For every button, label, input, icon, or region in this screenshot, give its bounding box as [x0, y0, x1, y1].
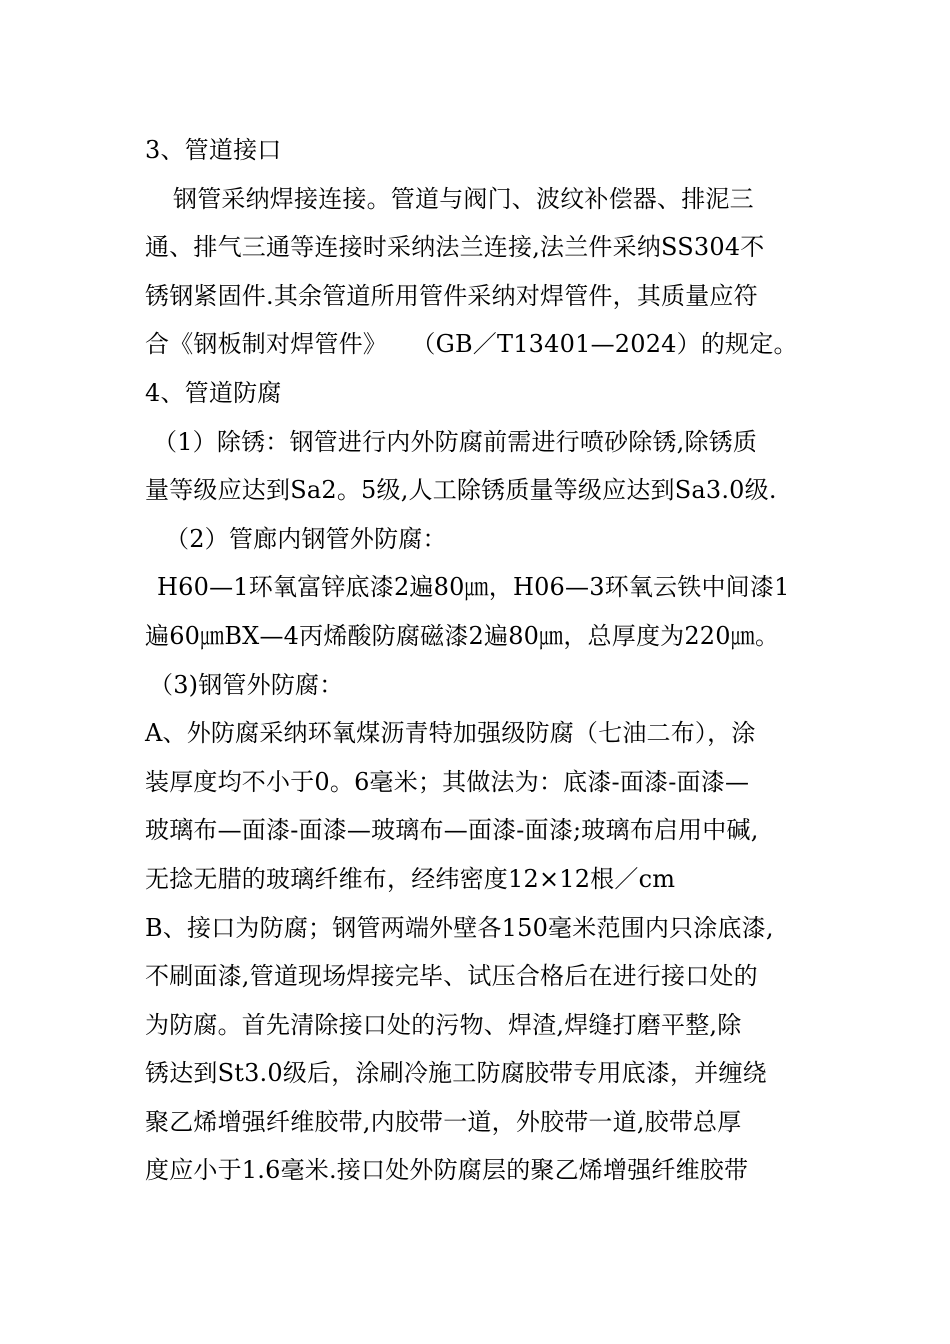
paragraph-line: 为防腐。首先清除接口处的污物、焊渣,焊缝打磨平整,除 — [145, 1010, 742, 1039]
paragraph-line: 锈钢紧固件.其余管道所用管件采纳对焊管件，其质量应符 — [145, 281, 758, 310]
paragraph-line: （1）除锈：钢管进行内外防腐前需进行喷砂除锈,除锈质 — [153, 427, 758, 456]
subheading-gallery-pipe: （2）管廊内钢管外防腐： — [165, 524, 447, 553]
paragraph-line: 锈达到St3.0级后，涂刷冷施工防腐胶带专用底漆，并缠绕 — [145, 1059, 767, 1088]
paragraph-line: 装厚度均不小于0。6毫米；其做法为：底漆-面漆-面漆— — [145, 767, 750, 796]
paragraph-line: 无捻无腊的玻璃纤维布，经纬密度12×12根／cm — [145, 864, 676, 893]
paragraph-line: 遍60㎛BX—4丙烯酸防腐磁漆2遍80㎛，总厚度为220㎛。 — [145, 621, 780, 650]
paragraph-line: 通、排气三通等连接时采纳法兰连接,法兰件采纳SS304不 — [145, 233, 765, 262]
paragraph-line: 度应小于1.6毫米.接口处外防腐层的聚乙烯增强纤维胶带 — [145, 1156, 749, 1185]
paragraph-line: 聚乙烯增强纤维胶带,内胶带一道，外胶带一道,胶带总厚 — [145, 1107, 742, 1136]
paragraph-line: A、外防腐采纳环氧煤沥青特加强级防腐（七油二布），涂 — [145, 719, 756, 748]
section-heading-pipe-joint: 3、管道接口 — [145, 136, 282, 164]
paragraph-line: B、接口为防腐；钢管两端外壁各150毫米范围内只涂底漆, — [145, 913, 774, 942]
paragraph-line: H60—1环氧富锌底漆2遍80㎛，H06—3环氧云铁中间漆1 — [157, 573, 790, 602]
paragraph-line: 量等级应达到Sa2。5级,人工除锈质量等级应达到Sa3.0级. — [145, 476, 777, 505]
paragraph-line: 玻璃布—面漆-面漆—玻璃布—面漆-面漆;玻璃布启用中碱, — [145, 816, 759, 845]
paragraph-line: 不刷面漆,管道现场焊接完毕、试压合格后在进行接口处的 — [145, 962, 758, 991]
document-body — [145, 126, 825, 1195]
paragraph-line: 合《钢板制对焊管件》 （GB／T13401—2024）的规定。 — [145, 330, 798, 359]
subheading-pipe-exterior: （3)钢管外防腐： — [149, 670, 344, 699]
section-heading-pipe-anticorrosion: 4、管道防腐 — [145, 378, 282, 407]
paragraph-line: 钢管采纳焊接连接。管道与阀门、波纹补偿器、排泥三 — [173, 184, 754, 213]
